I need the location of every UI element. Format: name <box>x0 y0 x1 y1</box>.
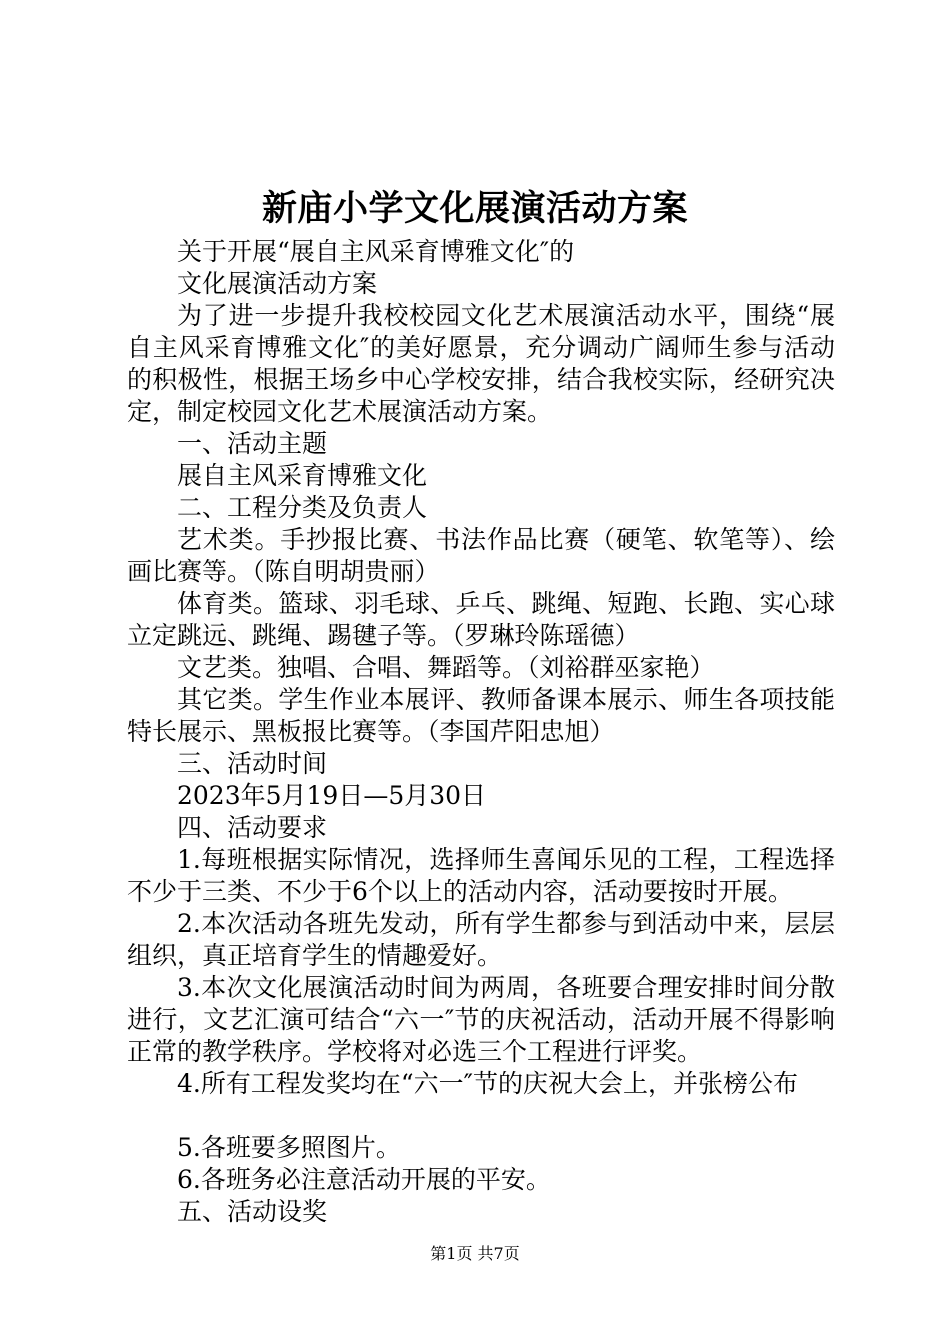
paragraph-requirement-2: 2.本次活动各班先发动，所有学生都参与到活动中来，层层组织，真正培育学生的情趣爱好。 <box>127 909 835 970</box>
paragraph-theme: 展自主风采育博雅文化 <box>177 461 428 490</box>
paragraph-subtitle-line2: 文化展演活动方案 <box>177 269 378 298</box>
document-body <box>127 236 835 1228</box>
section-heading-time: 三、活动时间 <box>177 749 328 778</box>
paragraph-other-category: 其它类。学生作业本展评、教师备课本展示、师生各项技能特长展示、黑板报比赛等。（李国芹阳忠旭） <box>127 685 835 746</box>
paragraph-date-range: 2023年5月19日—5月30日 <box>177 781 487 810</box>
page-number-footer: 第1页 共7页 <box>430 1244 520 1263</box>
paragraph-intro: 为了进一步提升我校校园文化艺术展演活动水平，围绕“展自主风采育博雅文化″的美好愿景，充分调动广阔师生参与活动的积极性，根据王场乡中心学校安排，结合我校实际，经研究决定，制定校园文化艺术展演活动方案。 <box>127 301 835 426</box>
paragraph-requirement-5: 5.各班要多照图片。 <box>177 1133 401 1162</box>
paragraph-requirement-3: 3.本次文化展演活动时间为两周，各班要合理安排时间分散进行，文艺汇演可结合“六一″节的庆祝活动，活动开展不得影响正常的教学秩序。学校将对必选三个工程进行评奖。 <box>127 973 835 1066</box>
paragraph-subtitle-line1: 关于开展“展自主风采育博雅文化″的 <box>177 237 575 266</box>
document-title: 新庙小学文化展演活动方案 <box>261 188 688 229</box>
section-heading-awards: 五、活动设奖 <box>177 1197 328 1226</box>
paragraph-sports-category: 体育类。篮球、羽毛球、乒乓、跳绳、短跑、长跑、实心球立定跳远、跳绳、踢毽子等。（罗琳玲陈瑶德） <box>127 589 835 650</box>
section-heading-theme: 一、活动主题 <box>177 429 328 458</box>
paragraph-requirement-4: 4.所有工程发奖均在“六一″节的庆祝大会上，并张榜公布 <box>177 1069 798 1098</box>
paragraph-performance-category: 文艺类。独唱、合唱、舞蹈等。（刘裕群巫家艳） <box>177 653 715 682</box>
section-heading-categories: 二、工程分类及负责人 <box>177 493 428 522</box>
paragraph-requirement-6: 6.各班务必注意活动开展的平安。 <box>177 1165 551 1194</box>
section-heading-requirements: 四、活动要求 <box>177 813 328 842</box>
paragraph-art-category: 艺术类。手抄报比赛、书法作品比赛（硬笔、软笔等）、绘画比赛等。（陈自明胡贵丽） <box>127 525 835 586</box>
paragraph-requirement-1: 1.每班根据实际情况，选择师生喜闻乐见的工程，工程选择不少于三类、不少于6个以上的活动内容，活动要按时开展。 <box>127 845 835 906</box>
